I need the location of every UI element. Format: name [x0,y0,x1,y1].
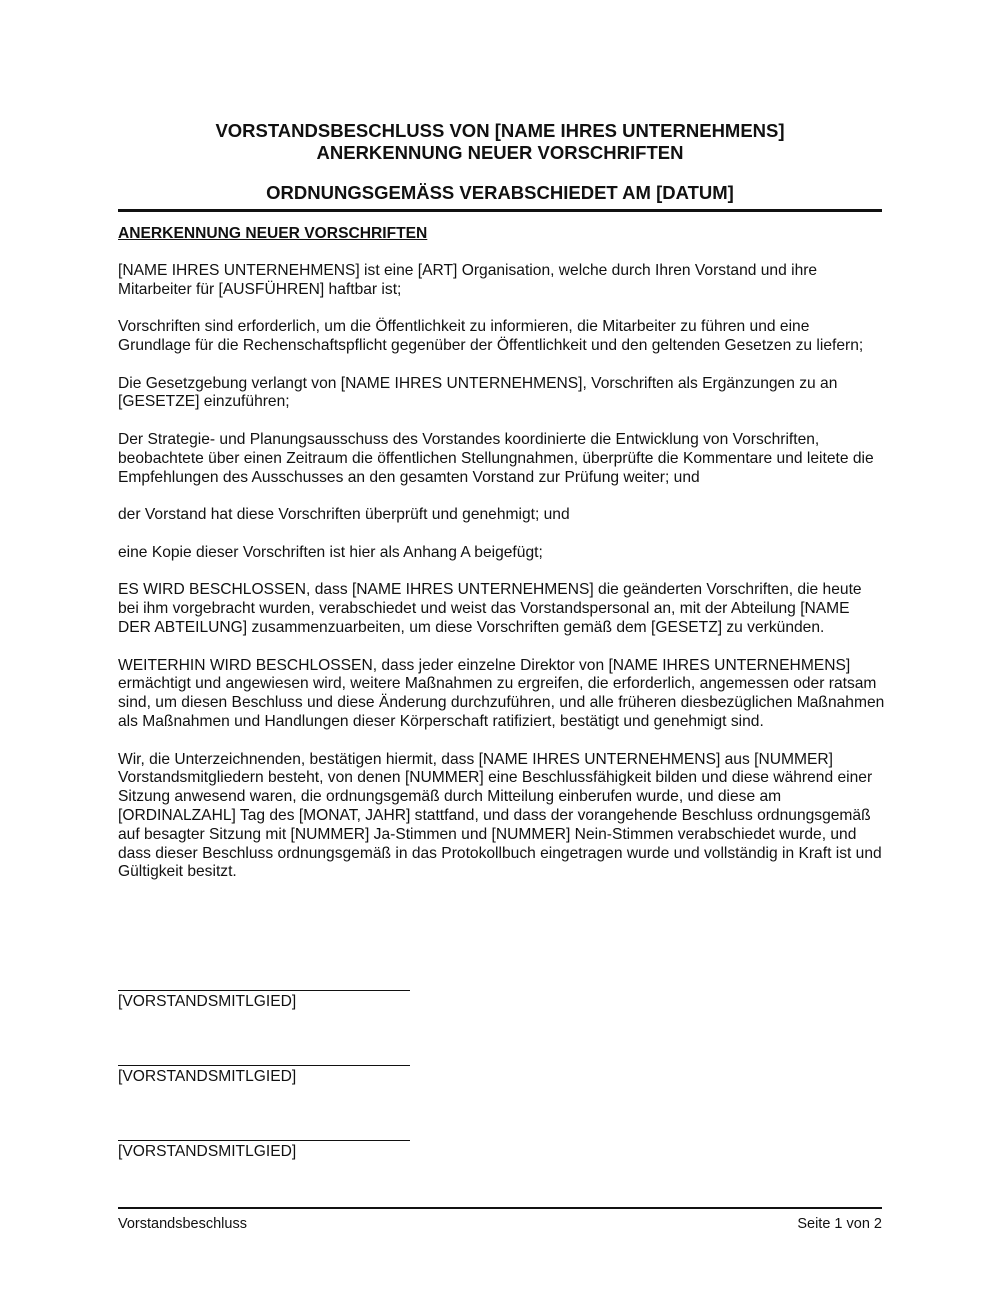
signature-label: [VORSTANDSMITLGIED] [118,1143,297,1160]
paragraph: Die Gesetzgebung verlangt von [NAME IHRES UNTERNEHMENS], Vorschriften als Ergänzungen zu an [GESETZE] einzuführen; [118,374,838,411]
title-divider [118,209,882,212]
signature-label: [VORSTANDSMITLGIED] [118,1068,297,1085]
signature-label: [VORSTANDSMITLGIED] [118,993,297,1010]
paragraph: der Vorstand hat diese Vorschriften überprüft und genehmigt; und [118,506,570,524]
section-heading: ANERKENNUNG NEUER VORSCHRIFTEN [118,225,428,242]
paragraph: Wir, die Unterzeichnenden, bestätigen hiermit, dass [NAME IHRES UNTERNEHMENS] aus [NUMMER] Vorstandsmitgliedern besteht, von denen [NUMMER] eine Beschlussfähigkeit bilden und diese während einer Sitzung anwesend waren, die ordnungsgemäß durch Mitteilung einberufen wurde, und diese am [ORDINALZAHL] Tag des [MONAT, JAHR] stattfand, und dass der vorangehende Beschluss ordnungsgemäß auf besagter Sitzung mit [NUMMER] Ja-Stimmen und [NUMMER] Nein-Stimmen verabschiedet wurde, und dass dieser Beschluss ordnungsgemäß in das Protokollbuch eingetragen wurde und vollständig in Kraft ist und Gültigkeit besitzt. [118,750,882,881]
document-title-line-1: VORSTANDSBESCHLUSS VON [NAME IHRES UNTERNEHMENS] [215,120,785,141]
document-title-line-2: ANERKENNUNG NEUER VORSCHRIFTEN [316,142,684,163]
signature-line [118,1140,410,1161]
paragraph: eine Kopie dieser Vorschriften ist hier als Anhang A beigefügt; [118,543,543,561]
paragraph: ES WIRD BESCHLOSSEN, dass [NAME IHRES UNTERNEHMENS] die geänderten Vorschriften, die heute bei ihm vorgebracht wurden, verabschiedet und weist das Vorstandspersonal an, mit der Abteilung [NAME DER ABTEILUNG] zusammenzuarbeiten, um diese Vorschriften gemäß dem [GESETZ] zu verkünden. [118,581,862,636]
paragraph: [NAME IHRES UNTERNEHMENS] ist eine [ART] Organisation, welche durch Ihren Vorstand und ihre Mitarbeiter für [AUSFÜHREN] haftbar ist; [118,261,818,298]
paragraph: Vorschriften sind erforderlich, um die Öffentlichkeit zu informieren, die Mitarbeiter zu führen und eine Grundlage für die Rechenschaftspflicht gegenüber der Öffentlichkeit und den geltenden Gesetzen zu liefern; [118,318,864,354]
signature-line [118,990,410,1011]
document-subtitle: ORDNUNGSGEMÄSS VERABSCHIEDET AM [DATUM] [266,182,734,203]
footer-document-name: Vorstandsbeschluss [118,1216,247,1232]
footer-divider [118,1207,882,1209]
document-body [118,225,886,901]
paragraph: Der Strategie- und Planungsausschuss des Vorstandes koordinierte die Entwicklung von Vorschriften, beobachtete über einen Zeitraum die öffentlichen Stellungnahmen, überprüfte die Kommentare und leitete die Empfehlungen des Ausschusses an den gesamten Vorstand zur Prüfung weiter; und [118,430,874,486]
paragraph: WEITERHIN WIRD BESCHLOSSEN, dass jeder einzelne Direktor von [NAME IHRES UNTERNEHMENS] ermächtigt und angewiesen wird, weitere Maßnahmen zu ergreifen, die erforderlich, angemessen oder ratsam sind, um diesen Beschluss und diese Änderung durchzuführen, und alle früheren diesbezüglichen Maßnahmen als Maßnahmen und Handlungen dieser Körperschaft ratifiziert, bestätigt und genehmigt sind. [118,656,885,730]
signature-line [118,1065,410,1086]
footer-page-number: Seite 1 von 2 [797,1216,882,1232]
